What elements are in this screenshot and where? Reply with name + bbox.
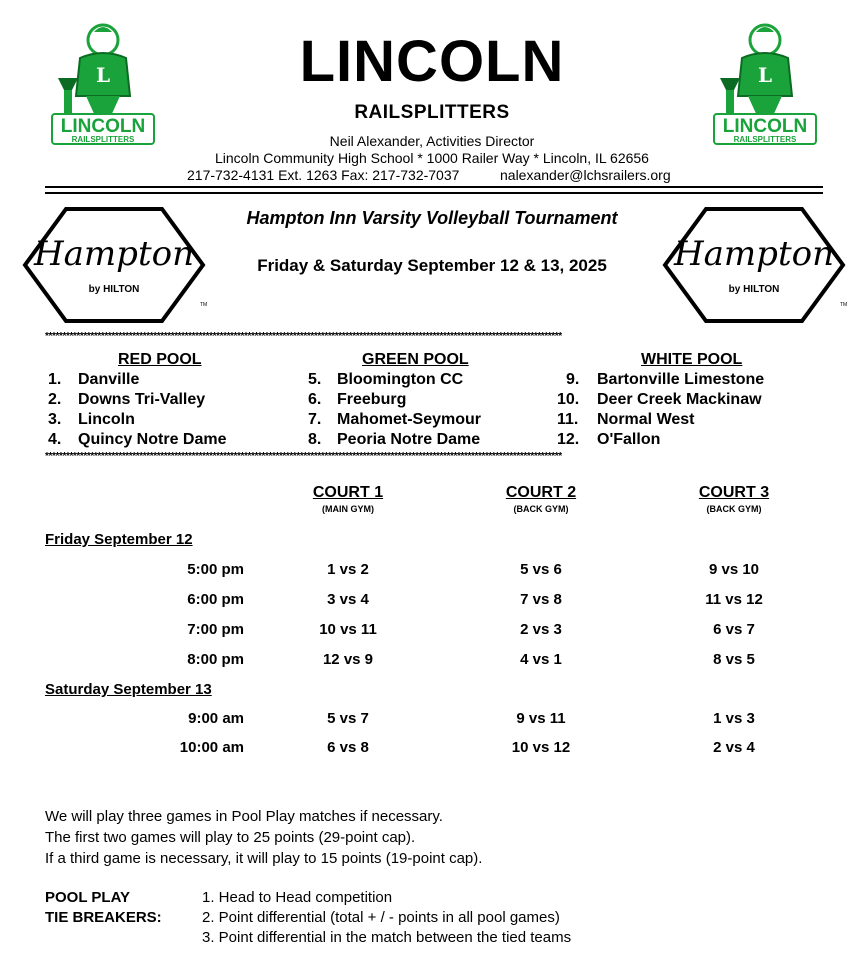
game-time: 7:00 pm — [187, 621, 244, 638]
team-number: 1. — [48, 371, 62, 388]
page-subtitle: RAILSPLITTERS — [354, 102, 510, 123]
court-heading-2: COURT 2 — [505, 484, 577, 501]
team-name: Deer Creek Mackinaw — [597, 391, 762, 408]
svg-text:LINCOLN: LINCOLN — [60, 116, 146, 137]
event-dates: Friday & Saturday September 12 & 13, 2025 — [257, 256, 607, 275]
game-time: 10:00 am — [179, 739, 244, 756]
court-heading-3: COURT 3 — [698, 484, 770, 501]
team-number: 9. — [566, 371, 580, 388]
team-name: Normal West — [597, 411, 695, 428]
day-heading-friday: Friday September 12 — [45, 531, 193, 548]
game-time: 6:00 pm — [187, 591, 244, 608]
hilton-tagline: by HILTON — [728, 284, 780, 295]
svg-text:LINCOLN: LINCOLN — [722, 116, 808, 137]
game-time: 9:00 am — [188, 710, 244, 727]
pool-heading-green: GREEN POOL — [362, 351, 469, 368]
court-location-3: (BACK GYM) — [706, 504, 762, 514]
team-name: Freeburg — [337, 391, 407, 408]
game-court-1: 12 vs 9 — [322, 651, 374, 668]
game-court-3: 11 vs 12 — [705, 591, 763, 608]
page-title: LINCOLN — [299, 29, 565, 94]
team-name: Bartonville Limestone — [597, 371, 765, 388]
contact-address: Lincoln Community High School * 1000 Railer Way * Lincoln, IL 62656 — [215, 150, 649, 166]
event-title: Hampton Inn Varsity Volleyball Tournament — [246, 208, 618, 228]
team-number: 4. — [48, 431, 62, 448]
team-number: 12. — [557, 431, 580, 448]
game-court-1: 6 vs 8 — [327, 739, 369, 756]
team-number: 11. — [557, 411, 579, 428]
game-court-3: 8 vs 5 — [713, 651, 755, 668]
game-court-2: 9 vs 11 — [516, 710, 566, 727]
contact-phone: 217-732-4131 Ext. 1263 Fax: 217-732-7037 — [187, 167, 460, 183]
team-number: 8. — [308, 431, 322, 448]
hampton-logo-right — [662, 206, 846, 324]
hampton-wordmark: Hampton — [674, 234, 834, 274]
team-name: Quincy Notre Dame — [78, 431, 227, 448]
game-court-3: 6 vs 7 — [713, 621, 755, 638]
header-divider-bottom — [45, 192, 823, 194]
star-divider-top: **************************************************************************************************************************************************** — [45, 331, 562, 342]
team-name: Mahomet-Seymour — [337, 411, 482, 428]
team-name: Bloomington CC — [337, 371, 464, 388]
game-court-3: 2 vs 4 — [713, 739, 755, 756]
game-court-2: 7 vs 8 — [520, 591, 562, 608]
rules-note: The first two games will play to 25 points (29-point cap). — [45, 829, 416, 846]
court-heading-1: COURT 1 — [312, 484, 384, 501]
tiebreaker-item: 2. Point differential (total + / - points in all pool games) — [202, 909, 560, 926]
game-court-1: 1 vs 2 — [327, 561, 369, 578]
game-court-3: 9 vs 10 — [708, 561, 760, 578]
team-name: Downs Tri-Valley — [78, 391, 206, 408]
team-number: 5. — [308, 371, 322, 388]
court-location-1: (MAIN GYM) — [322, 504, 374, 514]
trademark-mark: TM — [840, 302, 848, 308]
team-number: 7. — [308, 411, 322, 428]
game-court-1: 3 vs 4 — [327, 591, 369, 608]
team-name: Danville — [78, 371, 140, 388]
rules-note: We will play three games in Pool Play matches if necessary. — [45, 808, 443, 825]
team-number: 10. — [557, 391, 580, 408]
team-number: 6. — [308, 391, 322, 408]
pool-heading-white: WHITE POOL — [641, 351, 743, 368]
rules-note: If a third game is necessary, it will play to 15 points (19-point cap). — [45, 850, 483, 867]
hampton-logo-left — [22, 206, 206, 324]
game-court-2: 4 vs 1 — [520, 651, 562, 668]
tiebreaker-item: 1. Head to Head competition — [202, 889, 393, 906]
svg-text:RAILSPLITTERS: RAILSPLITTERS — [71, 135, 135, 144]
game-court-1: 10 vs 11 — [319, 621, 377, 638]
pool-heading-red: RED POOL — [118, 351, 202, 368]
team-name: Peoria Notre Dame — [337, 431, 481, 448]
star-divider-bottom: **************************************************************************************************************************************************** — [45, 451, 562, 462]
header-divider-top — [45, 186, 823, 188]
team-name: O'Fallon — [597, 431, 661, 448]
team-name: Lincoln — [78, 411, 135, 428]
contact-director: Neil Alexander, Activities Director — [329, 133, 535, 149]
game-court-2: 5 vs 6 — [520, 561, 562, 578]
hilton-tagline: by HILTON — [88, 284, 140, 295]
tiebreaker-label: TIE BREAKERS: — [45, 909, 162, 926]
game-court-1: 5 vs 7 — [327, 710, 369, 727]
team-number: 3. — [48, 411, 62, 428]
team-number: 2. — [48, 391, 62, 408]
svg-text:RAILSPLITTERS: RAILSPLITTERS — [733, 135, 797, 144]
game-time: 8:00 pm — [187, 651, 244, 668]
svg-text:L: L — [757, 63, 773, 87]
game-court-2: 2 vs 3 — [520, 621, 562, 638]
svg-text:L: L — [95, 63, 111, 87]
contact-email[interactable]: nalexander@lchsrailers.org — [500, 167, 671, 183]
day-heading-saturday: Saturday September 13 — [45, 681, 212, 698]
court-location-2: (BACK GYM) — [513, 504, 569, 514]
tiebreaker-label: POOL PLAY — [45, 889, 131, 906]
hampton-wordmark: Hampton — [34, 234, 194, 274]
game-court-2: 10 vs 12 — [511, 739, 571, 756]
trademark-mark: TM — [200, 302, 208, 308]
game-court-3: 1 vs 3 — [713, 710, 755, 727]
tiebreaker-item: 3. Point differential in the match between the tied teams — [202, 929, 572, 946]
game-time: 5:00 pm — [187, 561, 244, 578]
